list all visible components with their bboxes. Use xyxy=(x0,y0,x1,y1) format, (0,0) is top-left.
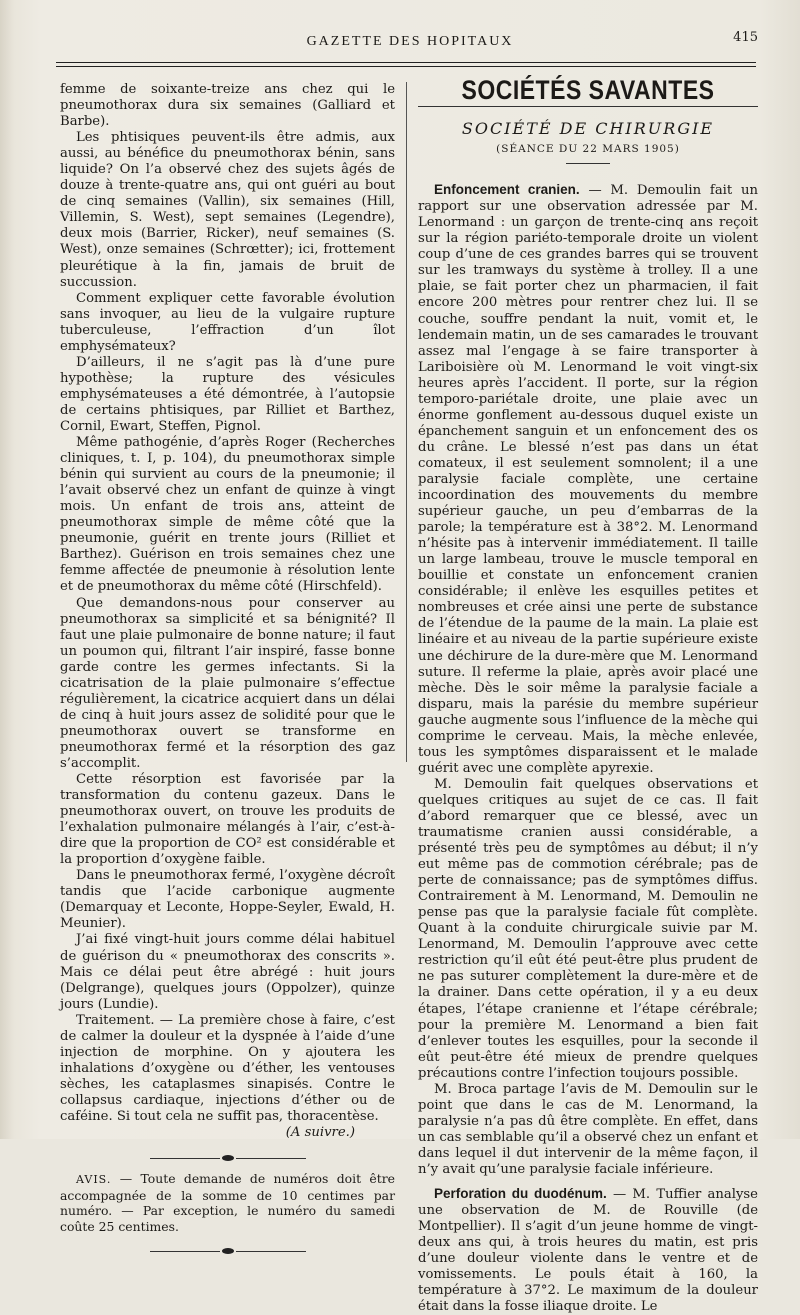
paragraph: Même pathogénie, d’après Roger (Recherches cliniques, t. I, p. 104), du pneumothorax simple bénin qui survient au cours de la pneumonie; il l’avait observé chez un enfant de quinze à vingt mois. Un enfant de trois ans, atteint de pneumothorax simple de même côté que la pneumonie, guérit en trente jours (Rilliet et Barthez). Guérison en trois semaines chez une femme affectée de pneumonie à résolution lente et de pneumothorax du même côté (Hirschfeld). xyxy=(60,435,395,595)
page-header xyxy=(60,30,760,70)
to-be-continued: (A suivre.) xyxy=(285,1125,355,1141)
section-title: SOCIÉTÉS SAVANTES xyxy=(461,75,715,105)
article-text: — M. Tuffier analyse une observation de M. de Rouville (de Montpellier). Il s’agit d’un jeune homme de vingt-deux ans qui, à trois heures du matin, est pris d’une douleur violente dans le ventre et de vomissements. Le pouls était à 160, la température à 37°2. Le maximum de la douleur était dans la fosse iliaque droite. Le xyxy=(418,1187,758,1315)
paragraph: M. Demoulin fait quelques observations et quelques critiques au sujet de ce cas. Il fait d’abord remarquer que ce blessé, avec un traumatisme cranien aussi considérable, a présenté très peu de symptômes au début; il n’y eut même pas de commotion cérébrale; pas de perte de connaissance; pas de symptômes diffus. Contrairement à M. Lenormand, M. Demoulin ne pense pas que la paralysie faciale fût complète. Quant à la conduite chirurgicale suivie par M. Lenormand, M. Demoulin l’approuve avec cette restriction qu’il eût été peut-être plus prudent de ne pas suturer complètement la dure-mère et de la drainer. Dans cette opération, il y a eu deux étapes, l’étape cranienne et l’étape cérébrale; pour la première M. Lenormand a bien fait d’enlever toutes les esquilles, pour la seconde il eût peut-être été mieux de prendre quelques précautions contre l’infection toujours possible. xyxy=(418,776,758,1081)
paragraph: Les phtisiques peuvent-ils être admis, aux aussi, au bénéfice du pneumothorax bénin, sans liquide? On l’a observé chez des sujets âgés de douze à trente-quatre ans, qui ont guéri au bout de cinq semaines (Vallin), six semaines (Hill, Villemin, S. West), sept semaines (Legendre), deux mois (Barrier, Ricker), neuf semaines (S. West), onze semaines (Schrœtter); ici, frottement pleurétique à la fin, jamais de bruit de succussion. xyxy=(60,130,395,290)
paragraph: Traitement. — La première chose à faire, c’est de calmer la douleur et la dyspnée à l’aide d’une injection de morphine. On y ajoutera les inhalations d’oxygène ou d’éther, les ventouses sèches, les cataplasmes sinapisés. Contre le collapsus cardiaque, injections d’éther ou de caféine. Si tout cela ne suffit pas, thoracentèse. xyxy=(60,1012,395,1124)
avis-text: — Toute demande de numéros doit être accompagnée de la somme de 10 centimes par numéro. — Par exception, le numéro du samedi coûte 25 centimes. xyxy=(60,1171,395,1234)
paragraph: Dans le pneumothorax fermé, l’oxygène décroît tandis que l’acide carbonique augmente (Demarquay et Leconte, Hoppe-Seyler, Ewald, H. Meunier). xyxy=(60,868,395,932)
column-divider xyxy=(406,82,407,762)
article-cranial xyxy=(418,182,758,777)
paragraph: Que demandons-nous pour conserver au pneumothorax sa simplicité et sa bénignité? Il faut une plaie pulmonaire de bonne nature; il faut un poumon qui, filtrant l’air inspiré, fasse bonne garde contre les germes infectants. Si la cicatrisation de la plaie pulmonaire s’effectue régulièrement, la cicatrice acquiert dans un délai de cinq à huit jours assez de solidité pour que le pneumothorax ouvert se transforme en pneumothorax fermé et la résorption des gaz s’accomplit. xyxy=(60,595,395,771)
paragraph: J’ai fixé vingt-huit jours comme délai habituel de guérison du « pneumothorax des conscrits ». Mais ce délai peut être abrégé : huit jours (Delgrange), quelques jours (Oppolzer), quinze jours (Lundie). xyxy=(60,932,395,1012)
running-title: GAZETTE DES HOPITAUX xyxy=(306,34,514,49)
page-number: 415 xyxy=(733,30,758,45)
right-column xyxy=(418,75,758,1315)
avis-label: AVIS. xyxy=(76,1173,112,1187)
ornament-divider xyxy=(60,1248,395,1254)
paragraph: M. Broca partage l’avis de M. Demoulin sur le point que dans le cas de M. Lenormand, la paralysie n’a pas dû être complète. En effet, dans un cas semblable qu’il a observé chez un enfant et dans lequel il dut intervenir de la même façon, il n’y avait qu’une paralysie faciale inférieure. xyxy=(418,1081,758,1177)
section-rule xyxy=(418,106,758,107)
paragraph: femme de soixante-treize ans chez qui le pneumothorax dura six semaines (Galliard et Barbe). xyxy=(60,82,395,130)
paragraph: Cette résorption est favorisée par la transformation du contenu gazeux. Dans le pneumothorax ouvert, on trouve les produits de l’exhalation pulmonaire mélangés à l’air, c’est-à-dire que la proportion de CO² est considérable et la proportion d’oxygène faible. xyxy=(60,772,395,868)
avis-notice xyxy=(60,1171,395,1234)
left-column xyxy=(60,82,395,1264)
article-text: — M. Demoulin fait un rapport sur une observation adressée par M. Lenormand : un garçon de trente-cinq ans reçoit sur la région pariéto-temporale droite un violent coup d’une de ces grandes barres qui se trouvent sur les tramways du système à trolley. Il a une plaie, se fait porter chez un pharmacien, il fait encore 200 mètres pour rentrer chez lui. Il se couche, souffre pendant la nuit, vomit et, le lendemain matin, un de ses camarades le trouvant assez mal l’engage à se faire transporter à Lariboisière où M. Lenormand le voit vingt-six heures après l’accident. Il porte, sur la région temporo-pariétale droite, une plaie avec un énorme gonflement au-dessous duquel existe un épanchement sanguin et un enfoncement des os du crâne. Le blessé n’est pas dans un état comateux, il est seulement somnolent; il a une paralysie faciale complète, une certaine incoordination des mouvements du membre supérieur gauche, un peu d’embarras de la parole; la température est à 38°2. M. Lenormand n’hésite pas à intervenir immédiatement. Il taille un large lambeau, trouve le muscle temporal en bouillie et constate un enfoncement cranien considérable; il enlève les esquilles petites et nombreuses et crée ainsi une perte de substance de l’étendue de la paume de la main. La plaie est linéaire et au niveau de la partie supérieure existe une déchirure de la dure-mère que M. Lenormand suture. Il referme la plaie, après avoir placé une mèche. Dès le soir même la paralysie faciale a disparu, mais la parésie du membre supérieur gauche augmente sous l’influence de la mèche qui comprime le cerveau. Mais, la mèche enlevée, tous les symptômes disparaissent et le malade guérit avec une complète apyrexie. xyxy=(418,183,758,776)
header-rule-top xyxy=(56,62,756,63)
header-rule-bottom xyxy=(56,66,756,67)
paragraph: Comment expliquer cette favorable évolution sans invoquer, au lieu de la vulgaire rupture tuberculeuse, l’effraction d’un îlot emphysémateux? xyxy=(60,290,395,354)
paragraph: D’ailleurs, il ne s’agit pas là d’une pure hypothèse; la rupture des vésicules emphysémateuses a été démontrée, à l’autopsie de certains phtisiques, par Rilliet et Barthez, Cornil, Ewart, Steffen, Pignol. xyxy=(60,354,395,434)
session-date: (SÉANCE DU 22 MARS 1905) xyxy=(496,143,680,156)
article-heading: Enfoncement cranien. xyxy=(434,182,580,198)
short-rule xyxy=(566,163,610,164)
ornament-divider xyxy=(60,1155,395,1161)
article-duodenum xyxy=(418,1186,758,1315)
society-title: SOCIÉTÉ DE CHIRURGIE xyxy=(461,119,715,139)
article-heading: Perforation du duodénum. xyxy=(434,1186,607,1202)
